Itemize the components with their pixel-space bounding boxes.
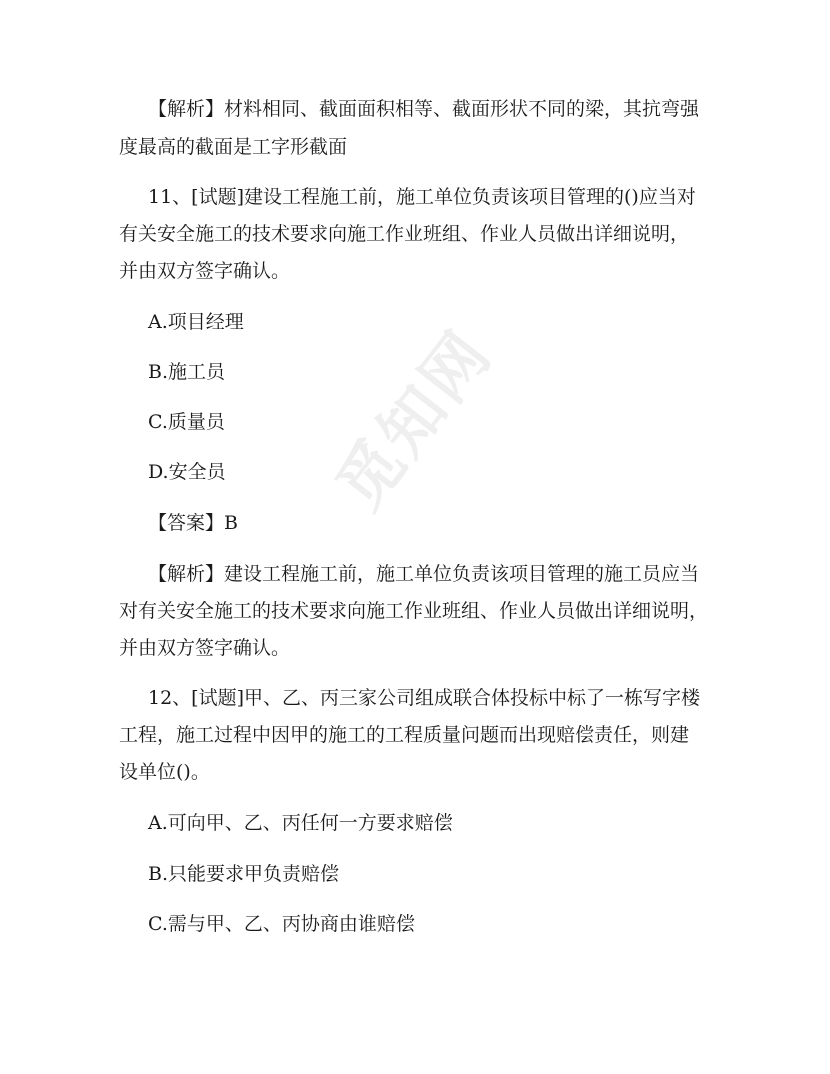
q11-analysis-line-3: 并由双方签字确认。 xyxy=(119,637,291,659)
q11-answer: 【答案】B xyxy=(148,512,238,534)
q11-analysis-line-2: 对有关安全施工的技术要求向施工作业班组、作业人员做出详细说明， xyxy=(119,600,709,622)
q11-stem-line-2: 有关安全施工的技术要求向施工作业班组、作业人员做出详细说明， xyxy=(119,223,690,245)
prev-analysis-line-1: 【解析】材料相同、截面面积相等、截面形状不同的梁，其抗弯强 xyxy=(148,98,700,120)
q11-option-a: A.项目经理 xyxy=(148,311,244,333)
watermark: 觅知网 xyxy=(323,316,507,524)
prev-analysis-line-2: 度最高的截面是工字形截面 xyxy=(119,136,348,158)
q11-option-b: B.施工员 xyxy=(148,361,226,383)
q11-stem-line-1: 11、[试题]建设工程施工前，施工单位负责该项目管理的()应当对 xyxy=(148,186,696,208)
q11-stem-line-3: 并由双方签字确认。 xyxy=(119,260,291,282)
q12-stem-line-2: 工程，施工过程中因甲的施工的工程质量问题而出现赔偿责任，则建 xyxy=(119,724,690,746)
q12-stem-line-1: 12、[试题]甲、乙、丙三家公司组成联合体投标中标了一栋写字楼 xyxy=(148,687,701,709)
q12-stem-line-3: 设单位()。 xyxy=(119,761,210,783)
q11-option-c: C.质量员 xyxy=(148,411,225,433)
q12-option-c: C.需与甲、乙、丙协商由谁赔偿 xyxy=(148,913,415,935)
q12-option-a: A.可向甲、乙、丙任何一方要求赔偿 xyxy=(148,812,453,834)
q12-option-b: B.只能要求甲负责赔偿 xyxy=(148,863,340,885)
q11-option-d: D.安全员 xyxy=(148,461,226,483)
q11-analysis-line-1: 【解析】建设工程施工前，施工单位负责该项目管理的施工员应当 xyxy=(148,563,700,585)
